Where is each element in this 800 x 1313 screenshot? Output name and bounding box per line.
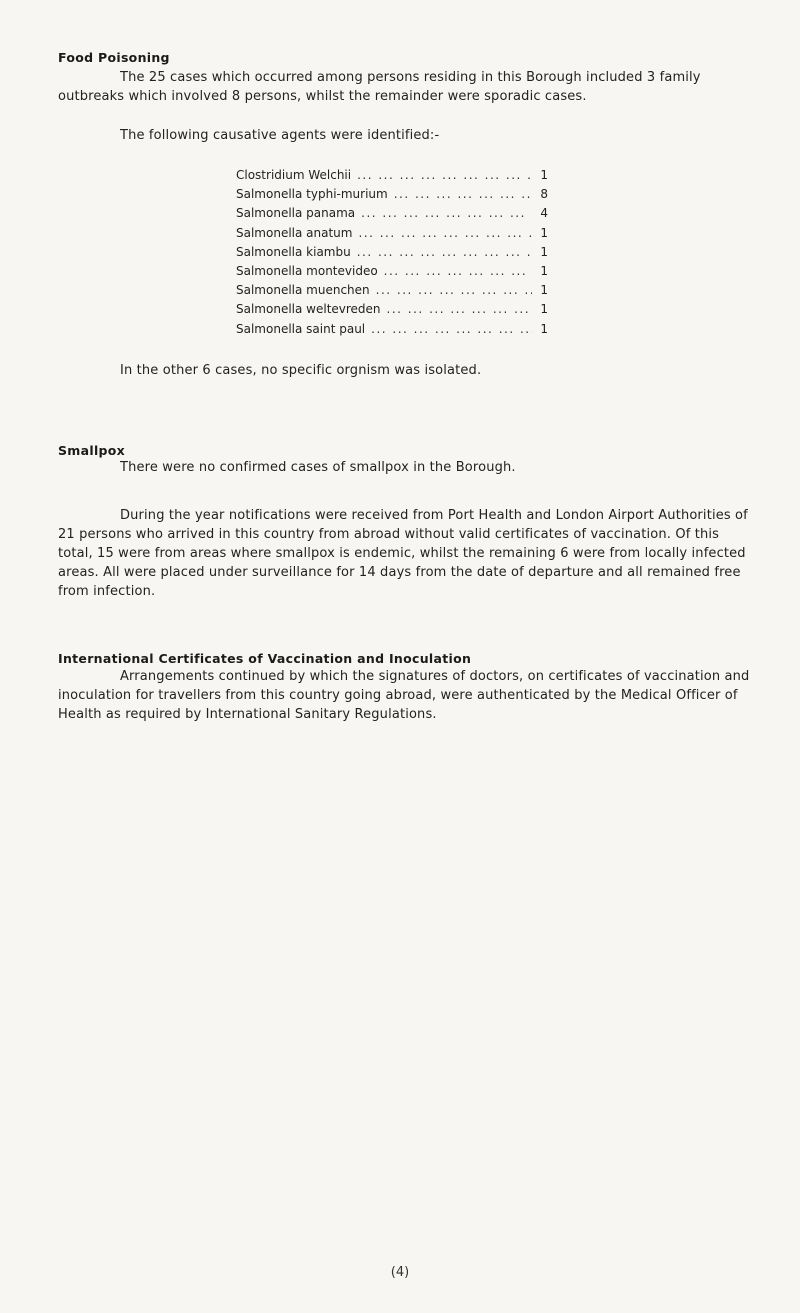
agent-row (236, 302, 548, 321)
agent-name: Salmonella saint paul (236, 321, 366, 336)
smallpox-paragraph-1: There were no confirmed cases of smallpox in the Borough. (120, 460, 516, 475)
agent-count: 1 (540, 321, 548, 336)
agent-row (236, 187, 548, 206)
food-poisoning-heading: Food Poisoning (58, 50, 170, 65)
leader-dots (357, 168, 532, 182)
agent-row (236, 322, 548, 341)
agent-name: Salmonella anatum (236, 225, 353, 240)
leader-dots (357, 245, 532, 259)
leader-dots (361, 206, 532, 220)
certificates-paragraph: Arrangements continued by which the signatures of doctors, on certificates of vaccination and inoculation for travellers from this country going abroad, were authenticated by the Medical Officer of Health as required by International Sanitary Regulations. (58, 669, 750, 722)
smallpox-heading: Smallpox (58, 443, 126, 458)
agent-name: Salmonella typhi-murium (236, 187, 388, 202)
agent-row (236, 226, 548, 245)
agent-row (236, 168, 548, 187)
causative-agents-list (236, 168, 548, 341)
leader-dots (371, 322, 532, 336)
leader-dots (394, 187, 532, 201)
agent-count: 1 (540, 283, 548, 298)
certificates-heading: International Certificates of Vaccination and Inoculation (58, 651, 472, 666)
agent-row (236, 264, 548, 283)
agent-count: 1 (540, 168, 548, 182)
agent-count: 4 (540, 206, 548, 221)
agent-count: 1 (540, 244, 548, 259)
smallpox-paragraph-2: During the year notifications were received from Port Health and London Airport Authorities of 21 persons who arrived in this country from abroad without valid certificates of vaccination. Of this total, 15 were from areas where smallpox is endemic, whilst the remaining 6 were from locally infected areas. All were placed under surveillance for 14 days from the date of departure and all remained free from infection. (58, 508, 748, 599)
food-poisoning-closing: In the other 6 cases, no specific orgnism was isolated. (120, 363, 482, 378)
page-number: (4) (390, 1265, 410, 1280)
agent-name: Salmonella panama (236, 206, 356, 221)
agent-row (236, 283, 548, 302)
agent-count: 8 (540, 187, 548, 202)
agent-name: Salmonella weltevreden (236, 302, 381, 317)
leader-dots (376, 283, 532, 297)
agent-name: Clostridium Welchii (236, 168, 352, 182)
food-poisoning-intro: The 25 cases which occurred among persons residing in this Borough included 3 family outbreaks which involved 8 persons, whilst the remainder were sporadic cases. (58, 70, 701, 104)
leader-dots (384, 264, 532, 278)
agent-count: 1 (540, 263, 548, 278)
agent-count: 1 (540, 225, 548, 240)
causative-agents-intro: The following causative agents were identified:- (120, 128, 440, 143)
leader-dots (387, 302, 532, 316)
leader-dots (358, 226, 532, 240)
agent-row (236, 245, 548, 264)
agent-name: Salmonella kiambu (236, 244, 351, 259)
agent-row (236, 206, 548, 225)
agent-name: Salmonella montevideo (236, 263, 378, 278)
agent-name: Salmonella muenchen (236, 283, 370, 298)
agent-count: 1 (540, 302, 548, 317)
